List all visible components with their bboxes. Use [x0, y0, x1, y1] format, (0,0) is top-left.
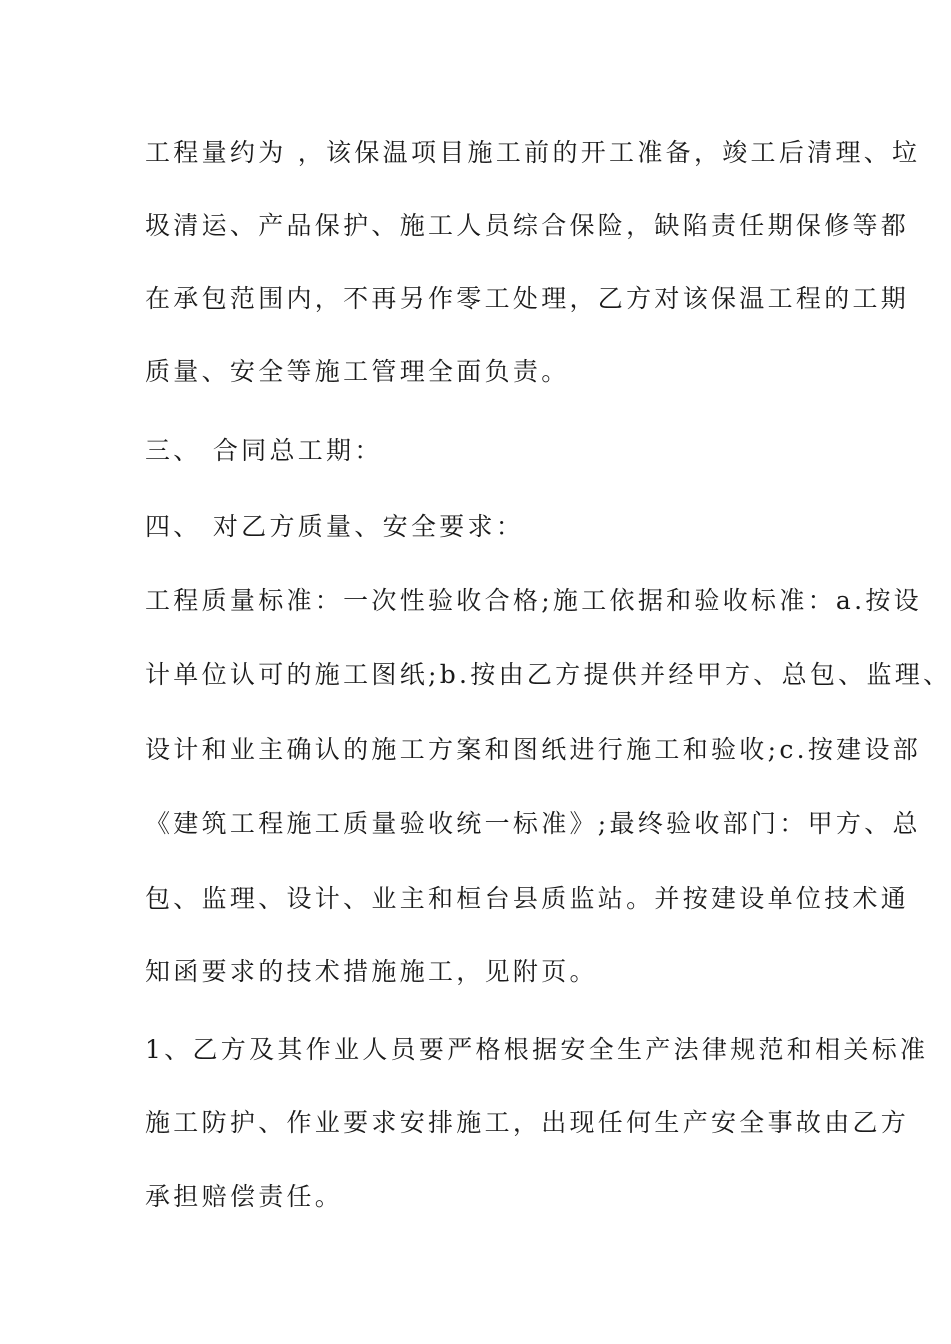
paragraph-line: 圾清运、产品保护、施工人员综合保险，缺陷责任期保修等都	[145, 211, 910, 240]
section-heading: 四、 对乙方质量、安全要求：	[145, 512, 525, 541]
paragraph-line: 1、乙方及其作业人员要严格根据安全生产法律规范和相关标准	[145, 1035, 929, 1064]
paragraph-line: 施工防护、作业要求安排施工，出现任何生产安全事故由乙方	[145, 1108, 910, 1137]
paragraph-line: 工程质量标准：一次性验收合格;施工依据和验收标准：a.按设	[145, 586, 922, 615]
paragraph-line: 包、监理、设计、业主和桓台县质监站。并按建设单位技术通	[145, 884, 910, 913]
paragraph-line: 在承包范围内，不再另作零工处理，乙方对该保温工程的工期	[145, 284, 910, 313]
paragraph-line: 质量、安全等施工管理全面负责。	[145, 357, 570, 386]
paragraph-line: 《建筑工程施工质量验收统一标准》;最终验收部门：甲方、总	[145, 809, 921, 838]
paragraph-line: 承担赔偿责任。	[145, 1182, 344, 1211]
paragraph-line: 工程量约为 ，该保温项目施工前的开工准备，竣工后清理、垃	[145, 138, 921, 167]
paragraph-line: 知函要求的技术措施施工，见附页。	[145, 957, 598, 986]
paragraph-line: 设计和业主确认的施工方案和图纸进行施工和验收;c.按建设部	[145, 735, 922, 764]
section-heading: 三、 合同总工期：	[145, 436, 383, 465]
paragraph-line: 计单位认可的施工图纸;b.按由乙方提供并经甲方、总包、监理、	[145, 660, 951, 689]
